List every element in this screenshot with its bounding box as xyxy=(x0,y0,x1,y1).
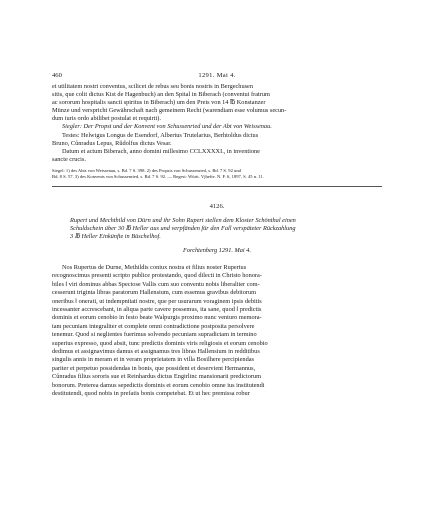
body-line: dedimus et assignavimus damus et assignamus tres libras Hallensium in redditibus xyxy=(52,348,260,356)
body-line: superius expresso, quod absit, tunc predictis dominis viris religiosis et eorum cenobio xyxy=(52,339,268,347)
body-line: recognoscimus presenti scripto publice protestando, quod dilecti in Christo honora- xyxy=(52,272,262,280)
text-line: ac sororum hospitalis sancti spiritus in Biberach) um den Preis von 14 ℔ Konstanzer xyxy=(52,99,266,107)
body-line: destitutendi, quod nobis in prefatis bonis competebat. Et ut hec premissa robur xyxy=(52,390,250,398)
text-line: dum iuris ordo abilibet postulat et requirit). xyxy=(52,115,161,123)
page-number: 460 xyxy=(52,72,62,79)
summary-line: Rupert und Mechthild von Dürn und ihr Sohn Rupert stellen dem Kloster Schönthal einen xyxy=(70,217,296,224)
document-body xyxy=(52,264,382,399)
document-number: 4126. xyxy=(209,203,225,210)
body-line: singulis annis in meram et in veram proprietatem in villa Bosilhere percipiendas xyxy=(52,356,254,364)
sealers-line: Siegler: Der Propst und der Konvent von Schussenried und der Abt von Weissenau. xyxy=(62,123,272,131)
body-line: bonorum. Preterea damus sepedictis dominis et eorum cenobio omne ius institutendi xyxy=(52,381,265,389)
seal-notes xyxy=(52,168,382,180)
note-line: Bd. 8 S. 57. 3) des Konvents von Schussenried, s. Bd. 7 S. 92. — Regest: Württ. Vjhefte. N. F. 6, 1897, S. 45 n. 11. xyxy=(52,174,264,180)
body-line: biles ‖ viri dominus abbas Speciose Vallis cum suo conventu nobis liberaliter com- xyxy=(52,280,260,288)
body-line: tam pecuniam integraliter et complete omni contradictione postposita persolvere xyxy=(52,322,255,330)
body-line: cesserunt triginta libras paratorum Hallensium, cum essemus gravibus debitorum xyxy=(52,289,257,297)
body-line: pariter et perpetuo possidendas in bonis, que possident et deservient Hermannus, xyxy=(52,364,256,372)
body-line: Nos Rupertus de Durne, Methildis coniux nostra et filius noster Rupertus xyxy=(62,264,247,271)
body-line: dominis et eorum cenobio in festo beate Walpurgis proximo nunc venturo memora- xyxy=(52,314,262,322)
continuation-text xyxy=(52,83,382,164)
document-summary xyxy=(70,217,362,241)
witnesses-line: Testes: Helwigus Longus de Esendorf, Albertus Trutelarius, Berhtoldus dictus xyxy=(62,131,259,139)
datum-line: sancte crucis. xyxy=(52,155,86,163)
body-line: incessanter accrescebant, in aliqua parte cavere possemus, ita sane, quod ‖ predictis xyxy=(52,306,262,314)
summary-line: Schuldschein über 30 ℔ Heller aus und verpfänden für den Fall verspäteter Rückzahlung xyxy=(70,225,296,233)
body-line: Cůnradus filius sororis sue et Reinhardus dictus Engirlinc mansionarii predictorum xyxy=(52,373,261,381)
text-line: sitis, que colit dictus Kist de Hagenbuch) an den Spital in Biberach (conventui fratrum xyxy=(52,91,270,99)
witnesses-line: Bruno, Cůnradus Lepus, Rǔdolfus dictus Vesar. xyxy=(52,139,172,147)
summary-line: 3 ℔ Heller Einkünfte in Büschelhof. xyxy=(70,233,161,241)
section-divider xyxy=(52,186,382,187)
datum-line: Datum et actum Biberach, anno domini millesimo CCLXXXXI., in inventione xyxy=(62,147,260,155)
body-line: oneribus ‖ onerati, ut indempnitati nostre, que per usurarum voraginem ipsis debitis xyxy=(52,297,262,305)
document-dateline: Forchtenberg 1291. Mai 4. xyxy=(183,247,251,254)
text-line: et utilitatem nostri conventus, scilicet de rebus seu bonis nostris in Bergechusen xyxy=(52,83,253,90)
running-title: 1291. Mai 4. xyxy=(198,72,236,79)
text-line: Münze und verspricht Gewährschaft nach gemeinem Recht (warendiam esse volumus secun- xyxy=(52,107,287,115)
body-line: tenemur. Quod si neglientes fuerimus solvendo pecuniam supradictam in termino xyxy=(52,331,257,339)
note-line: Siegel: 1) des Abts von Weissenau, s. Bd. 7 S. 398. 2) des Propsts von Schussenried, s. Bd. 7 S. 92 und xyxy=(52,168,241,173)
